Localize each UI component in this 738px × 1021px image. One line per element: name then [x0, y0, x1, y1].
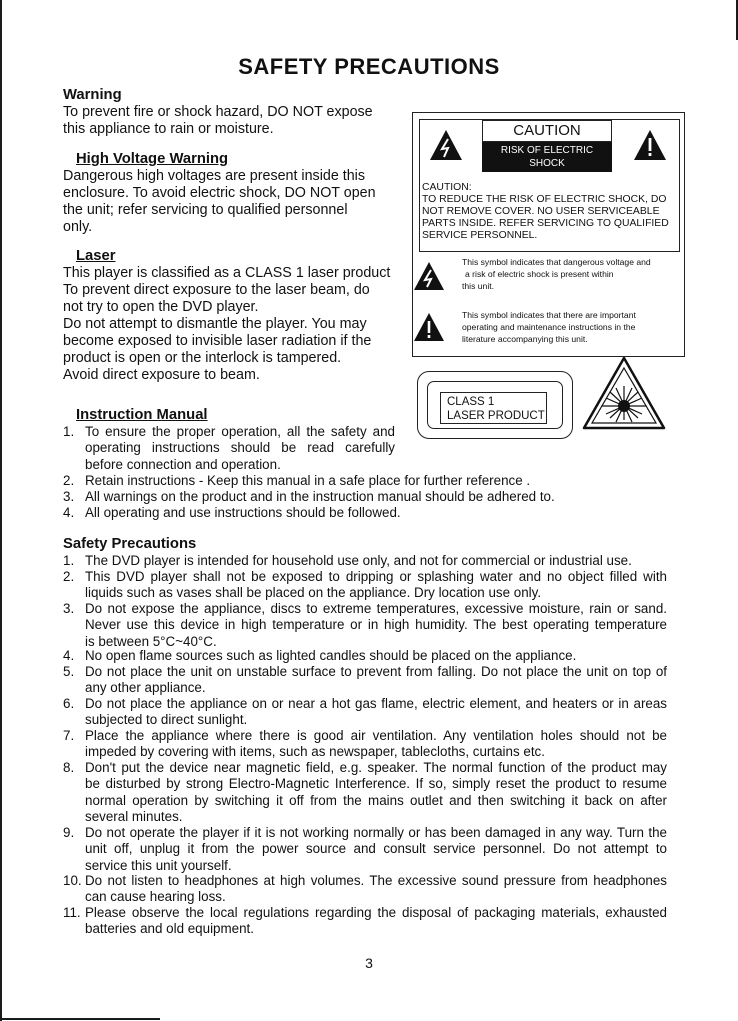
item-line: All operating and use instructions should be followed.: [85, 505, 401, 520]
item-line: The DVD player is intended for household use only, and not for commercial or industrial use.: [85, 553, 632, 568]
high-voltage-line: Dangerous high voltages are present inside this: [63, 168, 366, 184]
caution-text-line: TO REDUCE THE RISK OF ELECTRIC SHOCK, DO: [422, 194, 667, 205]
laser-label-line: CLASS 1: [447, 396, 495, 408]
item-line: liquids such as vases shall be placed on the appliance. Dry location use only.: [85, 585, 542, 601]
symbol1-text-line: this unit.: [462, 281, 495, 291]
laser-line: To prevent direct exposure to the laser beam, do: [63, 282, 370, 298]
symbol2-text-line: This symbol indicates that there are important: [462, 310, 636, 320]
item-line: service this unit yourself.: [85, 857, 232, 873]
item-line: operating instructions should be read carefully: [85, 440, 395, 456]
caution-banner-line: DO NOT OPEN: [512, 171, 582, 182]
symbol1-text-line: a risk of electric shock is present within: [465, 269, 614, 279]
item-line: Do not listen to headphones at high volumes. The excessive sound pressure from headphones: [85, 873, 667, 888]
laser-line: This player is classified as a CLASS 1 laser product: [63, 265, 391, 281]
page-border-bottom: [0, 1018, 160, 1020]
warning-line: this appliance to rain or moisture.: [63, 121, 274, 137]
item-number: 3.: [63, 601, 75, 616]
caution-banner: [482, 142, 612, 182]
item-number: 5.: [63, 664, 75, 679]
caution-text-line: SERVICE PERSONNEL.: [422, 230, 538, 241]
item-line: impeded by covering with items, such as newspaper, tablecloths, curtains etc.: [85, 744, 545, 760]
laser-line: not try to open the DVD player.: [63, 299, 259, 315]
lightning-triangle-icon: [430, 130, 462, 160]
safety-precautions-heading: Safety Precautions: [63, 536, 197, 552]
item-line: Place the appliance where there is good air ventilation. Any ventilation holes should not be: [85, 728, 667, 743]
high-voltage-line: the unit; refer servicing to qualified personnel: [63, 202, 348, 218]
laser-line: become exposed to invisible laser radiation if the: [63, 333, 372, 349]
item-line: unit off, unplug it from the power source and consult service personnel. Do not attempt to: [85, 841, 667, 857]
item-line: Do not place the unit on unstable surface to prevent from falling. Do not place the unit on top of: [85, 664, 667, 679]
item-line: No open flame sources such as lighted candles should be placed on the appliance.: [85, 648, 577, 663]
item-line: Never use this device in high temperature or in high humidity. The best operating temperature: [85, 617, 667, 633]
instruction-manual-heading: Instruction Manual: [76, 407, 208, 423]
item-line: Please observe the local regulations regarding the disposal of packaging materials, exhausted: [85, 905, 667, 920]
item-line: Retain instructions - Keep this manual in a safe place for further reference .: [85, 473, 531, 488]
item-line: any other appliance.: [85, 680, 206, 696]
page-border-left: [0, 0, 2, 1021]
caution-label: CAUTION: [482, 120, 612, 142]
caution-text-line: NOT REMOVE COVER. NO USER SERVICEABLE: [422, 206, 660, 217]
item-line: Do not operate the player if it is not working normally or has been damaged in any way. Turn the: [85, 825, 667, 840]
item-line: can cause hearing loss.: [85, 889, 226, 905]
warning-line: To prevent fire or shock hazard, DO NOT expose: [63, 104, 373, 120]
laser-heading: Laser: [76, 248, 116, 264]
item-number: 3.: [63, 489, 75, 504]
laser-line: Avoid direct exposure to beam.: [63, 367, 260, 383]
item-number: 10.: [63, 873, 82, 888]
item-number: 6.: [63, 696, 75, 711]
item-number: 2.: [63, 473, 75, 488]
item-line: All warnings on the product and in the instruction manual should be adhered to.: [85, 489, 555, 504]
high-voltage-line: enclosure. To avoid electric shock, DO NOT open: [63, 185, 376, 201]
exclamation-triangle-icon: [414, 313, 444, 341]
item-number: 11.: [63, 905, 81, 920]
item-line: Do not expose the appliance, discs to extreme temperatures, excessive moisture, rain or sand.: [85, 601, 667, 616]
item-number: 4.: [63, 648, 75, 663]
item-line: several minutes.: [85, 809, 183, 825]
item-line: be disturbed by strong Electro-Magnetic Interference. If so, simply reset the product to resume: [85, 776, 667, 792]
item-line: subjected to direct sunlight.: [85, 712, 248, 728]
caution-text-line: PARTS INSIDE. REFER SERVICING TO QUALIFIED: [422, 218, 669, 229]
caution-banner-line: RISK OF ELECTRIC SHOCK: [500, 145, 594, 169]
page-title: SAFETY PRECAUTIONS: [238, 54, 500, 79]
item-number: 1.: [63, 553, 75, 568]
warning-heading: Warning: [63, 87, 122, 103]
item-line: To ensure the proper operation, all the safety and: [85, 424, 395, 439]
item-line: is between 5°C~40°C.: [85, 633, 217, 649]
item-line: before connection and operation.: [85, 456, 281, 472]
laser-line: product is open or the interlock is tampered.: [63, 350, 342, 366]
laser-label-line: LASER PRODUCT: [447, 410, 545, 422]
laser-product-label: [440, 392, 547, 424]
symbol1-text-line: This symbol indicates that dangerous voltage and: [462, 257, 651, 267]
laser-starburst-icon: [582, 356, 666, 432]
lightning-triangle-icon: [414, 262, 444, 290]
laser-line: Do not attempt to dismantle the player. You may: [63, 316, 367, 332]
item-number: 8.: [63, 760, 75, 775]
caution-text-line: CAUTION:: [422, 182, 472, 193]
item-number: 1.: [63, 424, 75, 439]
high-voltage-line: only.: [63, 219, 93, 235]
high-voltage-heading: High Voltage Warning: [76, 151, 229, 167]
symbol2-text-line: literature accompanying this unit.: [462, 334, 588, 344]
item-number: 7.: [63, 728, 75, 743]
item-number: 9.: [63, 825, 75, 840]
symbol2-text-line: operating and maintenance instructions in the: [462, 322, 636, 332]
item-number: 4.: [63, 505, 75, 520]
item-number: 2.: [63, 569, 75, 584]
item-line: Don't put the device near magnetic field, e.g. speaker. The normal function of the product may: [85, 760, 667, 775]
page-number: 3: [365, 955, 373, 971]
item-line: batteries and old equipment.: [85, 921, 254, 937]
item-line: Do not place the appliance on or near a hot gas flame, electric element, and heaters or in areas: [85, 696, 667, 711]
exclamation-triangle-icon: [634, 130, 666, 160]
item-line: This DVD player shall not be exposed to dripping or splashing water and no object filled with: [85, 569, 667, 584]
item-line: normal operation by switching it off from the mains outlet and then switching it back on after: [85, 792, 667, 808]
